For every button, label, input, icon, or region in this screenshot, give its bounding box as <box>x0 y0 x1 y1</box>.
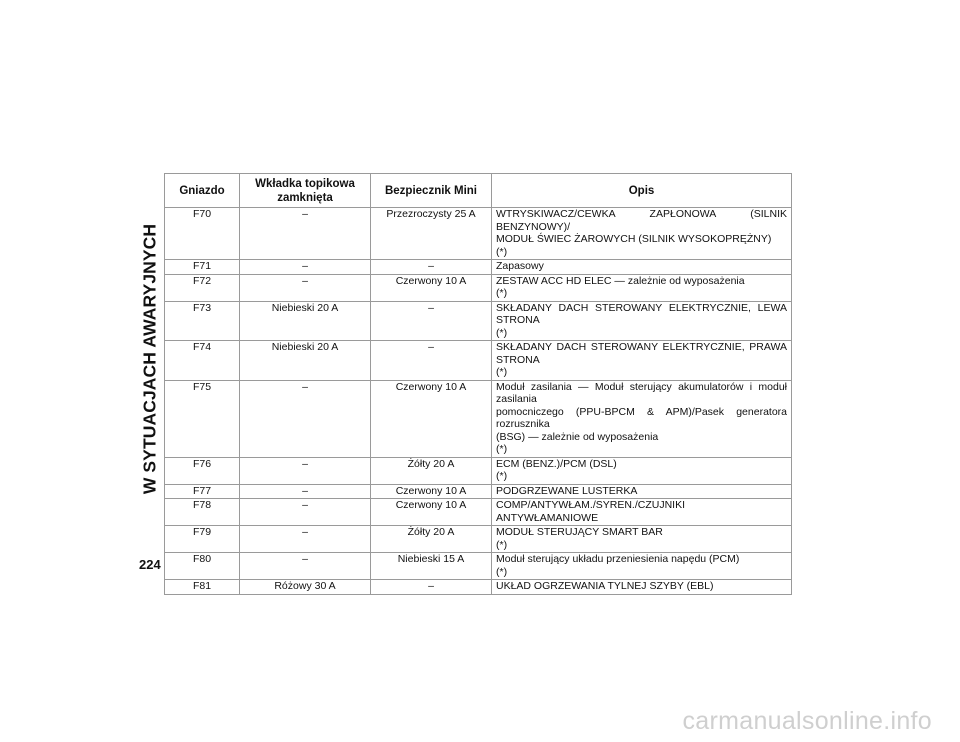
description-line: (*) <box>496 287 508 299</box>
cell-socket: F78 <box>165 499 240 526</box>
cell-socket: F77 <box>165 484 240 499</box>
table-row <box>165 580 792 595</box>
description-line: (BSG) — zależnie od wyposażenia <box>496 430 659 443</box>
cell-cartridge: Niebieski 20 A <box>240 341 371 381</box>
cell-socket: F70 <box>165 208 240 260</box>
table-row <box>165 301 792 341</box>
description-line: ZESTAW ACC HD ELEC — zależnie od wyposażenia <box>496 274 745 287</box>
header-socket: Gniazdo <box>165 174 240 208</box>
cell-mini: Żółty 20 A <box>371 457 492 484</box>
cell-mini: Czerwony 10 A <box>371 380 492 457</box>
watermark: carmanualsonline.info <box>682 707 932 735</box>
cell-cartridge: – <box>240 380 371 457</box>
table-header-row <box>165 174 792 208</box>
description-line: (*) <box>496 245 508 258</box>
cell-mini: Czerwony 10 A <box>371 274 492 301</box>
description-line: Moduł sterujący układu przeniesienia napędu (PCM) <box>496 553 740 565</box>
cell-cartridge: – <box>240 457 371 484</box>
description-line: SKŁADANY DACH STEROWANY ELEKTRYCZNIE, PRAWA <box>496 341 787 353</box>
cell-mini: – <box>371 301 492 341</box>
cell-mini: Przezroczysty 25 A <box>371 208 492 260</box>
description-line: ECM (BENZ.)/PCM (DSL) <box>496 457 617 470</box>
table-row <box>165 208 792 260</box>
description-line: PODGRZEWANE LUSTERKA <box>496 484 638 497</box>
description-line: pomocniczego (PPU-BPCM & APM)/Pasek generatora rozrusznika <box>496 405 787 430</box>
table-row <box>165 553 792 580</box>
description-line: UKŁAD OGRZEWANIA TYLNEJ SZYBY (EBL) <box>496 580 714 592</box>
cell-mini: Czerwony 10 A <box>371 484 492 499</box>
cell-cartridge: Różowy 30 A <box>240 580 371 595</box>
cell-description <box>492 484 792 499</box>
table-row <box>165 274 792 301</box>
cell-cartridge: – <box>240 499 371 526</box>
cell-description <box>492 301 792 341</box>
description-line: MODUŁ ŚWIEC ŻAROWYCH (SILNIK WYSOKOPRĘŻNY) <box>496 233 772 245</box>
header-mini: Bezpiecznik Mini <box>371 174 492 208</box>
description-line: COMP/ANTYWŁAM./SYREN./CZUJNIKI ANTYWŁAMANIOWE <box>496 499 686 524</box>
cell-socket: F75 <box>165 380 240 457</box>
cell-mini: – <box>371 341 492 381</box>
description-line: (*) <box>496 565 508 578</box>
table-row <box>165 526 792 553</box>
cell-mini: Żółty 20 A <box>371 526 492 553</box>
description-line: (*) <box>496 326 508 339</box>
cell-cartridge: – <box>240 260 371 275</box>
cell-description <box>492 526 792 553</box>
cell-mini: Niebieski 15 A <box>371 553 492 580</box>
cell-cartridge: – <box>240 274 371 301</box>
cell-description <box>492 274 792 301</box>
cell-socket: F76 <box>165 457 240 484</box>
table-body <box>165 208 792 595</box>
cell-description <box>492 580 792 595</box>
cell-socket: F74 <box>165 341 240 381</box>
cell-description <box>492 553 792 580</box>
table-row <box>165 380 792 457</box>
description-line: MODUŁ STERUJĄCY SMART BAR <box>496 526 663 538</box>
cell-mini: – <box>371 260 492 275</box>
cell-mini: – <box>371 580 492 595</box>
cell-description <box>492 380 792 457</box>
cell-socket: F72 <box>165 274 240 301</box>
cell-cartridge: Niebieski 20 A <box>240 301 371 341</box>
cell-mini: Czerwony 10 A <box>371 499 492 526</box>
cell-cartridge: – <box>240 208 371 260</box>
description-line: WTRYSKIWACZ/CEWKA ZAPŁONOWA (SILNIK BENZYNOWY)/ <box>496 208 787 233</box>
cell-socket: F71 <box>165 260 240 275</box>
section-title <box>138 173 162 545</box>
cell-description <box>492 341 792 381</box>
description-line: (*) <box>496 366 508 378</box>
description-line: (*) <box>496 443 508 455</box>
table-row <box>165 484 792 499</box>
section-title-text: W SYTUACJACH AWARYJNYCH <box>139 223 160 495</box>
cell-description <box>492 499 792 526</box>
cell-socket: F73 <box>165 301 240 341</box>
header-description: Opis <box>492 174 792 208</box>
table-row <box>165 341 792 381</box>
cell-socket: F79 <box>165 526 240 553</box>
fuse-table <box>164 173 792 595</box>
cell-socket: F80 <box>165 553 240 580</box>
description-line: SKŁADANY DACH STEROWANY ELEKTRYCZNIE, LEWA <box>496 301 787 314</box>
cell-description <box>492 208 792 260</box>
cell-description <box>492 457 792 484</box>
cell-description <box>492 260 792 275</box>
description-line: (*) <box>496 470 508 482</box>
table-row <box>165 457 792 484</box>
table-row <box>165 260 792 275</box>
cell-cartridge: – <box>240 484 371 499</box>
description-line: Moduł zasilania — Moduł sterujący akumulatorów i moduł zasilania <box>496 380 787 405</box>
description-line: STRONA <box>496 353 540 366</box>
table-row <box>165 499 792 526</box>
description-line: (*) <box>496 538 508 551</box>
header-cartridge: Wkładka topikowa zamknięta <box>240 174 371 208</box>
description-line: Zapasowy <box>496 260 544 272</box>
cell-cartridge: – <box>240 553 371 580</box>
cell-cartridge: – <box>240 526 371 553</box>
description-line: STRONA <box>496 314 540 326</box>
cell-socket: F81 <box>165 580 240 595</box>
page-number: 224 <box>139 557 161 572</box>
